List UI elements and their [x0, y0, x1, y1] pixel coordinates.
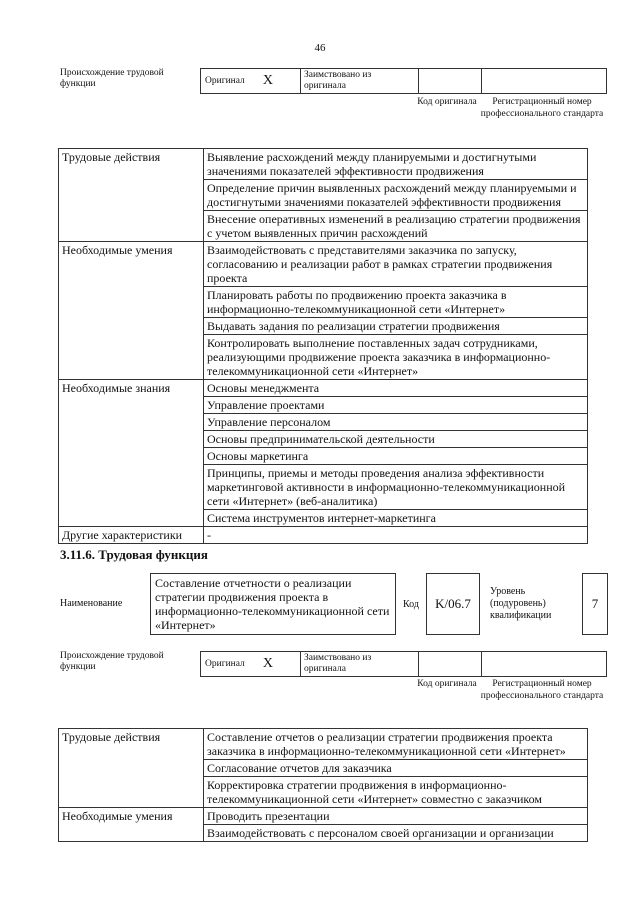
table-cell: Управление проектами: [204, 397, 588, 414]
origin-captions: [414, 96, 604, 120]
code-caption: Код оригинала: [417, 679, 477, 689]
code-cell: [419, 652, 482, 676]
origin-captions-2: [414, 678, 604, 702]
code-label: Код: [403, 598, 419, 610]
table-cell: Основы менеджмента: [204, 380, 588, 397]
reg-caption: Регистрационный номер профессионального стандарта: [480, 97, 604, 119]
original-label: Оригинал: [205, 659, 245, 669]
group-header: Трудовые действия: [59, 729, 204, 808]
level-label: Уровень (подуровень) квалификации: [490, 586, 552, 621]
table-cell: Согласование отчетов для заказчика: [204, 760, 588, 777]
function-name: Составление отчетности о реализации стратегии продвижения проекта в информационно-телекоммуникационной сети «Интернет»: [150, 573, 396, 635]
borrowed-cell: Заимствовано из оригинала: [301, 652, 419, 676]
table-cell: Взаимодействовать с персоналом своей организации и организации: [204, 825, 588, 842]
origin-box: [200, 651, 607, 677]
table-row: [59, 729, 588, 760]
table-cell: Составление отчетов о реализации стратегии продвижения проекта заказчика в информационно-телекоммуникационной сети «Интернет»: [204, 729, 588, 760]
section-title: 3.11.6. Трудовая функция: [60, 547, 208, 562]
group-header: Необходимые умения: [59, 242, 204, 380]
group-header: Другие характеристики: [59, 527, 204, 544]
original-cell: [201, 652, 301, 676]
function-header: [60, 573, 608, 635]
origin-box: [200, 68, 607, 94]
borrowed-cell: Заимствовано из оригинала: [301, 69, 419, 93]
code-cell: [419, 69, 482, 93]
reg-caption: Регистрационный номер профессионального стандарта: [480, 679, 604, 701]
table-cell: Выдавать задания по реализации стратегии продвижения: [204, 318, 588, 335]
requirements-table: [58, 148, 588, 544]
original-cell: [201, 69, 301, 93]
table-cell: Управление персоналом: [204, 414, 588, 431]
origin-row-2: [60, 651, 607, 675]
table-cell: -: [204, 527, 588, 544]
group-header: Необходимые умения: [59, 808, 204, 842]
original-mark: X: [262, 656, 273, 671]
table-cell: Внесение оперативных изменений в реализацию стратегии продвижения с учетом выявленных причин расхождений: [204, 211, 588, 242]
table-cell: Корректировка стратегии продвижения в информационно-телекоммуникационной сети «Интернет» совместно с заказчиком: [204, 777, 588, 808]
page-number: 46: [314, 42, 326, 54]
table-cell: Контролировать выполнение поставленных задач сотрудниками, реализующими продвижение проекта заказчика в информационно-телекоммуникационной сети «Интернет»: [204, 335, 588, 380]
origin-label: Происхождение трудовой функции: [60, 68, 164, 89]
group-header: Необходимые знания: [59, 380, 204, 527]
origin-label: Происхождение трудовой функции: [60, 651, 164, 672]
original-mark: X: [262, 73, 273, 88]
table-row: [59, 242, 588, 287]
name-label: Наименование: [60, 598, 123, 609]
origin-row: [60, 68, 607, 92]
reg-number-cell: [482, 69, 606, 93]
table-cell: Основы предпринимательской деятельности: [204, 431, 588, 448]
table-row: [59, 149, 588, 180]
table-cell: Выявление расхождений между планируемыми и достигнутыми значениями показателей эффективности продвижения: [204, 149, 588, 180]
level-value: 7: [582, 573, 608, 635]
original-label: Оригинал: [205, 76, 245, 86]
table-row: [59, 527, 588, 544]
requirements-table-2: [58, 728, 588, 842]
table-cell: Проводить презентации: [204, 808, 588, 825]
table-row: [59, 808, 588, 825]
code-caption: Код оригинала: [417, 97, 477, 107]
table-cell: Планировать работы по продвижению проекта заказчика в информационно-телекоммуникационной сети «Интернет»: [204, 287, 588, 318]
group-header: Трудовые действия: [59, 149, 204, 242]
table-cell: Принципы, приемы и методы проведения анализа эффективности маркетинговой активности в информационно-телекоммуникационной сети «Интернет» (веб-аналитика): [204, 465, 588, 510]
table-cell: Система инструментов интернет-маркетинга: [204, 510, 588, 527]
reg-number-cell: [482, 652, 606, 676]
table-cell: Основы маркетинга: [204, 448, 588, 465]
table-row: [59, 380, 588, 397]
function-code: K/06.7: [426, 573, 480, 635]
table-cell: Определение причин выявленных расхождений между планируемыми и достигнутыми значениями показателей эффективности продвижения: [204, 180, 588, 211]
table-cell: Взаимодействовать с представителями заказчика по запуску, согласованию и реализации работ в рамках стратегии продвижения проекта: [204, 242, 588, 287]
